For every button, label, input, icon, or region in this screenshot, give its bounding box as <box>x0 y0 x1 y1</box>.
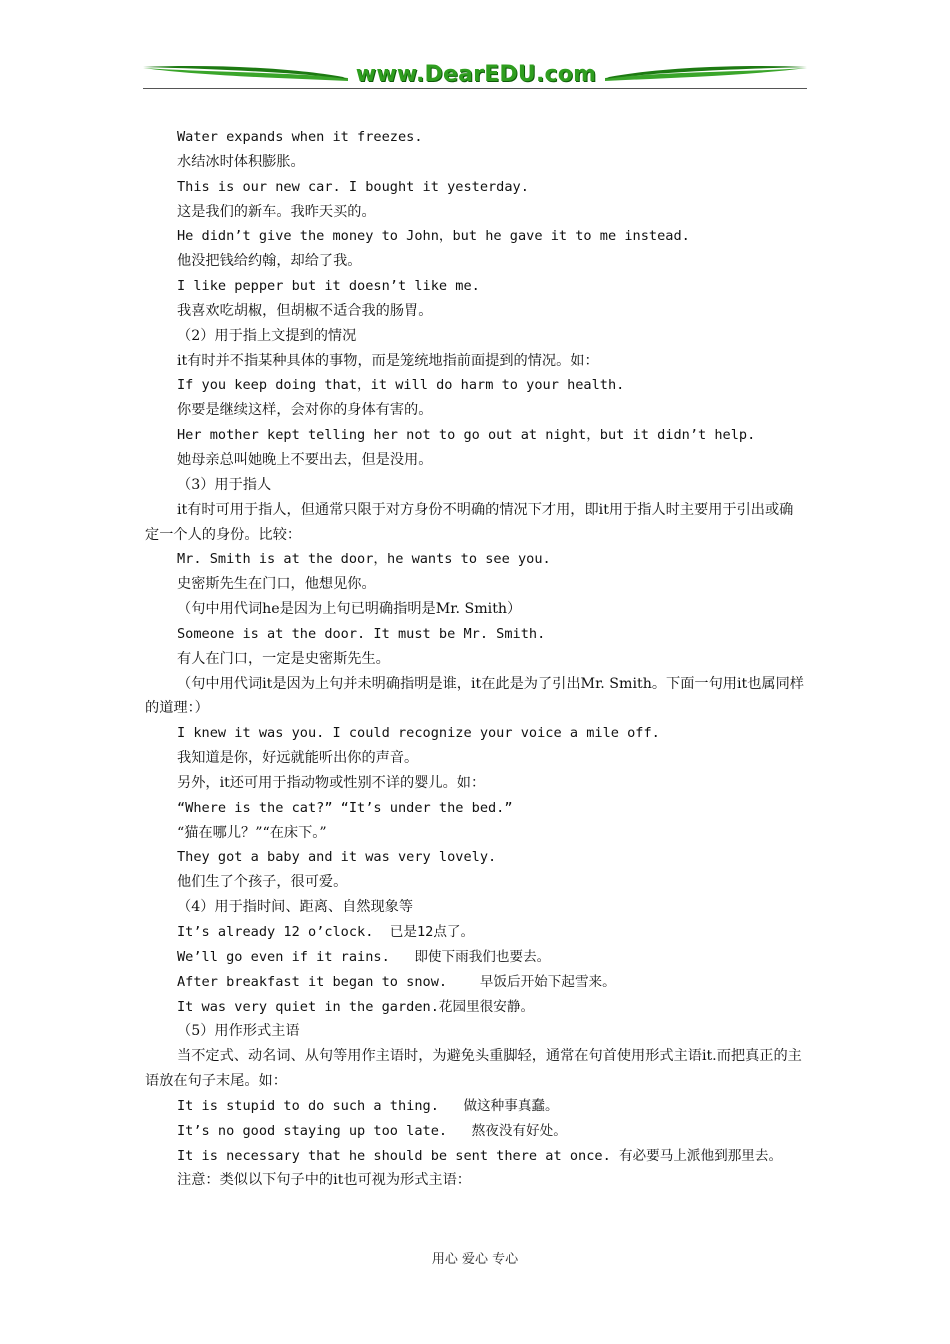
example-line: It was very quiet in the garden.花园里很安静。 <box>177 998 535 1015</box>
explanation-paragraph: it有时可用于指人，但通常只限于对方身份不明确的情况下才用，即it用于指人时主要用于引出或确定一个人的身份。比较： <box>145 501 794 543</box>
example-line: We’ll go even if it rains. 即使下雨我们也要去。 <box>177 948 551 965</box>
explanation-paragraph: 当不定式、动名词、从句等用作主语时，为避免头重脚轻，通常在句首使用形式主语it.而把真正的主语放在句子末尾。如： <box>145 1048 802 1090</box>
example-line: After breakfast it began to snow. 早饭后开始下起雪来。 <box>177 973 616 990</box>
example-line: It’s no good staying up too late. 熬夜没有好处。 <box>177 1122 567 1139</box>
translation-line: 我知道是你，好远就能听出你的声音。 <box>177 750 419 767</box>
translation-line: 这是我们的新车。我昨天买的。 <box>177 203 376 220</box>
page-header <box>143 58 807 92</box>
translation-line: 史密斯先生在门口，他想见你。 <box>177 576 376 593</box>
example-line: Mr. Smith is at the door，he wants to see you. <box>177 551 551 568</box>
example-line: They got a baby and it was very lovely. <box>177 849 497 866</box>
example-line: I like pepper but it doesn’t like me. <box>177 278 480 295</box>
example-line: “Where is the cat?” “It’s under the bed.” <box>177 799 513 816</box>
example-line: Her mother kept telling her not to go out at night，but it didn’t help. <box>177 427 756 444</box>
document-body <box>145 125 807 1193</box>
example-line: I knew it was you. I could recognize your voice a mile off. <box>177 725 660 742</box>
section-heading: （5）用作形式主语 <box>177 1023 300 1040</box>
example-line: He didn’t give the money to John，but he gave it to me instead. <box>177 228 690 245</box>
example-line: It’s already 12 o’clock. 已是12点了。 <box>177 924 475 940</box>
section-heading: （4）用于指时间、距离、自然现象等 <box>177 899 414 916</box>
explanation-line: it有时并不指某种具体的事物，而是笼统地指前面提到的情况。如： <box>177 352 599 369</box>
note-paragraph: （句中用代词it是因为上句并未明确指明是谁，it在此是为了引出Mr. Smith。下面一句用it也属同样的道理：） <box>145 675 804 717</box>
translation-line: 他没把钱给约翰，却给了我。 <box>177 253 362 270</box>
translation-line: 她母亲总叫她晚上不要出去，但是没用。 <box>177 451 433 468</box>
section-heading: （3）用于指人 <box>177 476 272 493</box>
example-line: It is stupid to do such a thing. 做这种事真蠢。 <box>177 1097 559 1114</box>
site-logo-text[interactable]: www.DearEDU.com <box>355 62 597 87</box>
translation-line: “猫在哪儿？”“在床下。” <box>177 824 327 841</box>
example-line: It is necessary that he should be sent there at once. 有必要马上派他到那里去。 <box>177 1147 783 1164</box>
note-line: （句中用代词he是因为上句已明确指明是Mr. Smith） <box>177 601 522 618</box>
translation-line: 他们生了个孩子，很可爱。 <box>177 874 348 891</box>
translation-line: 你要是继续这样，会对你的身体有害的。 <box>177 402 433 419</box>
translation-line: 有人在门口，一定是史密斯先生。 <box>177 650 390 667</box>
explanation-line: 另外，it还可用于指动物或性别不详的婴儿。如： <box>177 774 486 791</box>
page-footer: 用心 爱心 专心 <box>431 1252 519 1267</box>
example-line: Someone is at the door. It must be Mr. Smith. <box>177 625 546 642</box>
example-line: This is our new car. I bought it yesterday. <box>177 178 529 195</box>
header-divider <box>143 88 807 89</box>
example-line: If you keep doing that，it will do harm to your health. <box>177 377 625 394</box>
section-heading: （2）用于指上文提到的情况 <box>177 327 357 344</box>
example-line: Water expands when it freezes. <box>177 129 423 145</box>
translation-line: 我喜欢吃胡椒，但胡椒不适合我的肠胃。 <box>177 302 433 319</box>
note-line: 注意：类似以下句子中的it也可视为形式主语： <box>177 1172 471 1189</box>
translation-line: 水结冰时体积膨胀。 <box>177 153 305 170</box>
